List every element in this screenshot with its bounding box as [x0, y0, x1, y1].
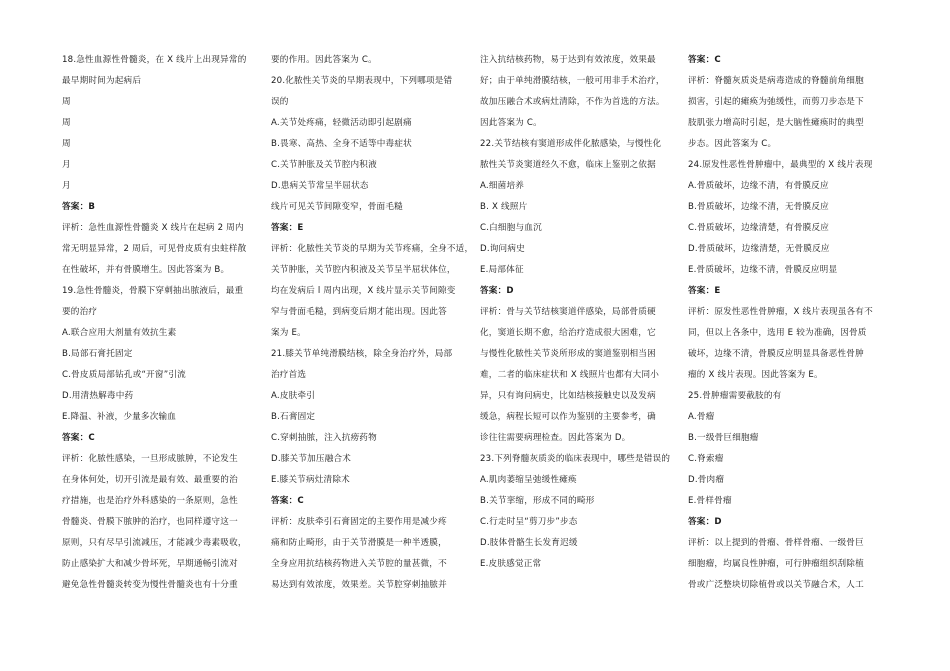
text-line: 骨髓炎、骨膜下脓肿的治疗，也同样遵守这一: [62, 517, 238, 527]
answer-line: 答案：D: [688, 517, 722, 527]
text-column-2: [271, 50, 479, 596]
text-line: B.局部石膏托固定: [62, 349, 133, 359]
text-line: E.骨质破坏，边缘不清，骨膜反应明显: [688, 265, 838, 275]
text-line: E.降温、补液，少量多次输血: [62, 412, 177, 422]
text-column-1: [62, 50, 270, 596]
text-line: D.膝关节加压融合术: [271, 454, 352, 464]
text-line: 与慢性化脓性关节炎所形成的窦道鉴别相当困: [480, 349, 656, 359]
answer-line: 答案：E: [688, 286, 721, 296]
text-line: 故加压融合术或病灶清除，不作为首选的方法。: [480, 97, 665, 107]
text-line: C.骨皮质局部钻孔或“开窗”引流: [62, 370, 186, 380]
text-line: D.肢体骨骼生长发育迟缓: [480, 538, 578, 548]
text-line: 周: [62, 118, 71, 128]
text-line: E.骨样骨瘤: [688, 496, 732, 506]
text-line: 细胞瘤，均属良性肿瘤，可行肿瘤组织刮除植: [688, 559, 864, 569]
text-column-3: [480, 50, 688, 575]
text-line: A.皮肤牵引: [271, 391, 316, 401]
text-line: 瘤的 X 线片表现。因此答案为 E。: [688, 370, 823, 380]
text-line: 在身体何处，切开引流是最有效、最重要的治: [62, 475, 238, 485]
text-line: 评析：以上提到的骨瘤、骨样骨瘤、一级骨巨: [688, 538, 864, 548]
text-line: 25.骨肿瘤需要截肢的有: [688, 391, 782, 401]
text-line: 缓急，病程长短可以作为鉴别的主要参考，确: [480, 412, 656, 422]
text-line: E.膝关节病灶清除术: [271, 475, 350, 485]
text-line: 要的作用。因此答案为 C。: [271, 55, 377, 65]
text-line: D.骨质破坏，边缘清楚，无骨膜反应: [688, 244, 830, 254]
text-line: 痛和防止畸形，由于关节滑膜是一种半透膜，: [271, 538, 447, 548]
text-line: 脓性关节炎窦道经久不愈，临床上鉴别之依据: [480, 160, 656, 170]
text-line: 月: [62, 181, 71, 191]
text-line: B. X 线照片: [480, 202, 528, 212]
text-column-4: [688, 50, 896, 596]
text-line: 19.急性骨髓炎，骨膜下穿刺抽出脓液后，最重: [62, 286, 244, 296]
text-line: A.细菌培养: [480, 181, 525, 191]
text-line: 易达到有效浓度，效果差。关节腔穿刺抽脓并: [271, 580, 447, 590]
text-line: 周: [62, 97, 71, 107]
text-line: 最早期时间为起病后: [62, 76, 142, 86]
text-line: 评析：皮肤牵引石膏固定的主要作用是减少疼: [271, 517, 447, 527]
answer-line: 答案：C: [271, 496, 304, 506]
text-line: 20.化脓性关节炎的早期表现中，下列哪项是错: [271, 76, 453, 86]
text-line: 注入抗结核药物，易于达到有效浓度，效果最: [480, 55, 656, 65]
text-line: 化，窦道长期不愈，给治疗造成很大困难，它: [480, 328, 656, 338]
text-line: C.骨质破坏，边缘清楚，有骨膜反应: [688, 223, 830, 233]
text-line: 窄与骨面毛糙，到病变后期才能出现。因此答: [271, 307, 447, 317]
text-line: 疗措施，也是治疗外科感染的一条原则，急性: [62, 496, 238, 506]
text-line: 难，二者的临床症状和 X 线照片也都有大同小: [480, 370, 660, 380]
answer-line: 答案：C: [688, 55, 721, 65]
text-line: A.骨质破坏，边缘不清，有骨膜反应: [688, 181, 829, 191]
text-line: 损害，引起的瘫痪为弛缓性，而剪刀步态是下: [688, 97, 864, 107]
text-line: 22.关节结核有窦道形成伴化脓感染，与慢性化: [480, 139, 662, 149]
text-line: 防止感染扩大和减少骨坏死，早期通畅引流对: [62, 559, 238, 569]
text-line: 均在发病后 l 周内出现，X 线片显示关节间隙变: [271, 286, 456, 296]
text-line: 评析：化脓性感染，一旦形成脓肿，不论发生: [62, 454, 238, 464]
text-line: 评析：急性血源性骨髓炎 X 线片在起病 2 周内: [62, 223, 244, 233]
text-line: 18.急性血源性骨髓炎，在 X 线片上出现异常的: [62, 55, 247, 65]
text-line: 原则，只有尽早引流减压，才能减少毒素吸收，: [62, 538, 247, 548]
text-line: D.用清热解毒中药: [62, 391, 134, 401]
text-line: 案为 E。: [271, 328, 306, 338]
text-line: 治疗首选: [271, 370, 307, 380]
answer-line: 答案：D: [480, 286, 514, 296]
text-line: 周: [62, 139, 71, 149]
text-line: 常无明显异常，2 周后，可见骨皮质有虫蛀样散: [62, 244, 247, 254]
text-line: 要的治疗: [62, 307, 98, 317]
text-line: 骨或广泛整块切除植骨或以关节融合术，人工: [688, 580, 864, 590]
text-line: 在性破坏，并有骨膜增生。因此答案为 B。: [62, 265, 230, 275]
text-line: C.脊索瘤: [688, 454, 724, 464]
text-line: 肢肌张力增高时引起，是大脑性瘫痪时的典型: [688, 118, 864, 128]
answer-line: 答案：E: [271, 223, 304, 233]
text-line: 误的: [271, 97, 289, 107]
text-line: C.关节肿胀及关节腔内积液: [271, 160, 377, 170]
text-line: 因此答案为 C。: [480, 118, 542, 128]
text-line: B.骨质破坏，边缘不清，无骨膜反应: [688, 202, 829, 212]
text-line: E.局部体征: [480, 265, 524, 275]
text-line: A.联合应用大剂量有效抗生素: [62, 328, 177, 338]
text-line: 21.膝关节单纯滑膜结核，除全身治疗外，局部: [271, 349, 453, 359]
text-line: 诊往往需要病理检查。因此答案为 D。: [480, 433, 631, 443]
text-line: 好；由于单纯滑膜结核，一般可用非手术治疗，: [480, 76, 665, 86]
answer-line: 答案：B: [62, 202, 96, 212]
text-line: B.石膏固定: [271, 412, 316, 422]
text-line: 避免急性骨髓炎转变为慢性骨髓炎也有十分重: [62, 580, 238, 590]
text-line: 评析：脊髓灰质炎是病毒造成的脊髓前角细胞: [688, 76, 864, 86]
text-line: C.白细胞与血沉: [480, 223, 542, 233]
text-line: 异，只有询问病史，比如结核接触史以及发病: [480, 391, 656, 401]
text-line: B.畏寒、高热、全身不适等中毒症状: [271, 139, 412, 149]
text-line: D.患病关节常呈半屈状态: [271, 181, 369, 191]
text-line: 同，但以上各条中，选用 E 较为准确，因骨质: [688, 328, 867, 338]
text-line: 评析：化脓性关节炎的早期为关节疼痛，全身不适，: [271, 244, 474, 254]
text-line: 全身应用抗结核药物进入关节腔的量甚微，不: [271, 559, 447, 569]
text-line: 线片可见关节间隙变窄，骨面毛糙: [271, 202, 403, 212]
text-line: 步态。因此答案为 C。: [688, 139, 777, 149]
text-line: 评析：骨与关节结核窦道伴感染，局部骨质硬: [480, 307, 656, 317]
text-line: A.肌肉萎缩呈弛缓性瘫痪: [480, 475, 577, 485]
text-line: 关节肿胀，关节腔内积液及关节呈半屈状体位，: [271, 265, 456, 275]
text-line: D.询问病史: [480, 244, 525, 254]
text-line: 月: [62, 160, 71, 170]
text-line: B.关节挛缩，形成不同的畸形: [480, 496, 595, 506]
text-line: A.关节处疼痛，轻微活动即引起剧痛: [271, 118, 412, 128]
text-line: B.一级骨巨细胞瘤: [688, 433, 759, 443]
text-line: 破坏，边缘不清，骨膜反应明显具备恶性骨肿: [688, 349, 864, 359]
text-line: C.穿刺抽脓，注入抗痨药物: [271, 433, 377, 443]
text-line: E.皮肤感觉正常: [480, 559, 542, 569]
answer-line: 答案：C: [62, 433, 95, 443]
text-line: 评析：原发性恶性骨肿瘤，X 线片表现虽各有不: [688, 307, 873, 317]
text-line: 23.下列脊髓灰质炎的临床表现中，哪些是错误的: [480, 454, 671, 464]
text-line: D.骨肉瘤: [688, 475, 725, 485]
text-line: C.行走时呈“剪刀步”步态: [480, 517, 578, 527]
text-line: 24.原发性恶性骨肿瘤中，最典型的 X 线片表现: [688, 160, 873, 170]
text-line: A.骨瘤: [688, 412, 715, 422]
